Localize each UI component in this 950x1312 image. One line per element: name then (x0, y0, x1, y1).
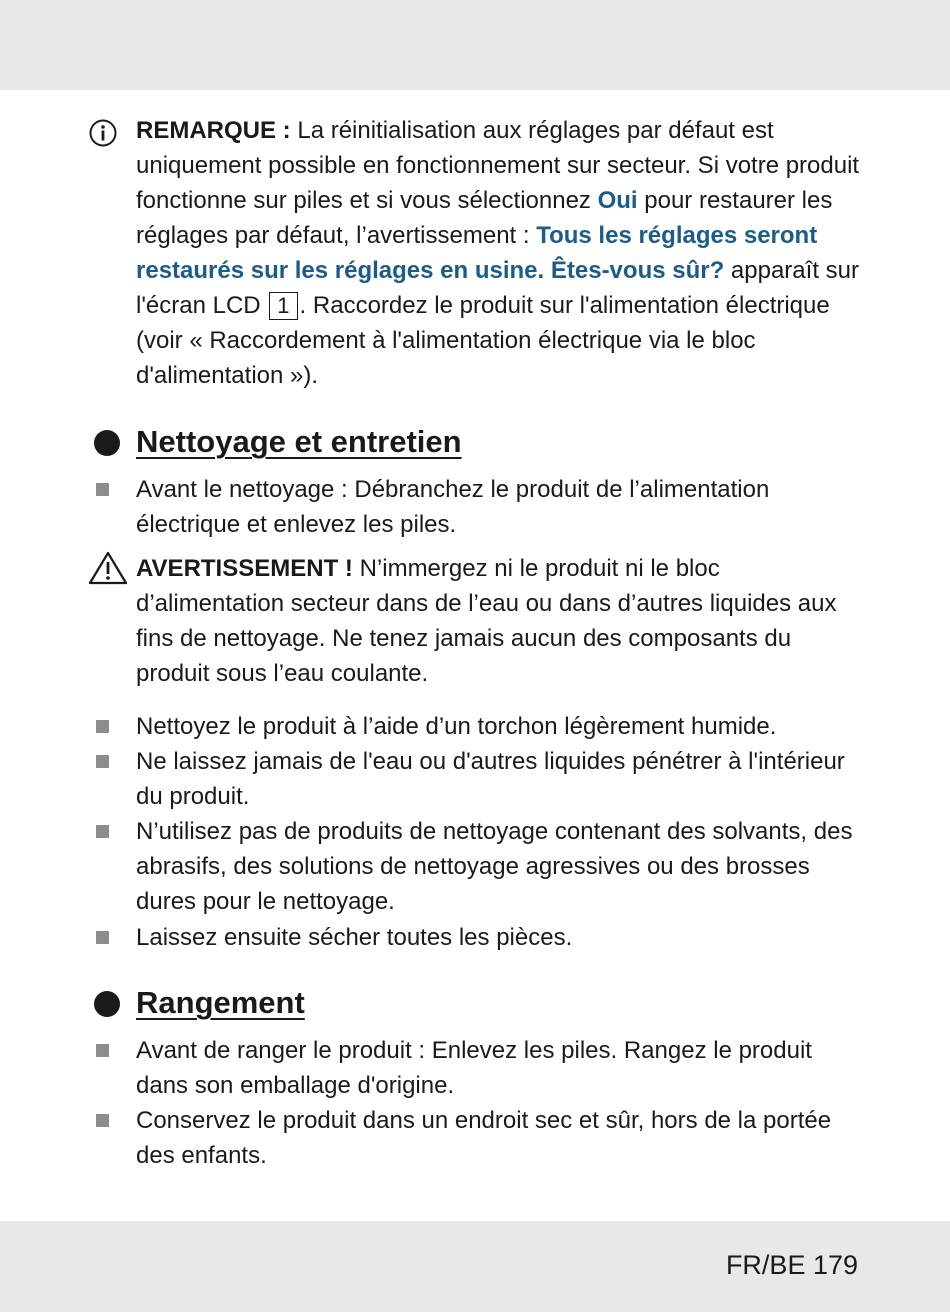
warning-label: AVERTISSEMENT ! (136, 555, 353, 582)
option-oui: Oui (597, 187, 638, 214)
note-text-1: La réinitialisation aux réglages par défaut est uniquement possible en fonctionnement sur secteur. Si votre produit fonctionne sur piles et si vous sélectionnez (136, 117, 860, 214)
section-bullet-icon (94, 430, 120, 456)
square-bullet-icon (96, 483, 109, 496)
top-band (0, 0, 950, 90)
square-bullet-icon (96, 755, 109, 768)
section-title-rangement: Rangement (136, 985, 305, 1020)
note-text-2: pour restaurer les réglages par défaut, l’avertissement : (136, 187, 833, 249)
lcd-reference: 1 (269, 292, 297, 320)
list-item (136, 1103, 866, 1173)
page-number: FR/BE 179 (725, 1250, 858, 1280)
list-item (136, 472, 866, 542)
list-item (136, 1033, 866, 1103)
list-item (136, 709, 866, 744)
list-item-text: Ne laissez jamais de l'eau ou d'autres liquides pénétrer à l'intérieur du produit. (136, 748, 845, 810)
list-item-text: Avant de ranger le produit : Enlevez les piles. Rangez le produit dans son emballage d'origine. (136, 1037, 812, 1099)
square-bullet-icon (96, 931, 109, 944)
note-label: REMARQUE : (136, 117, 291, 144)
list-item-text: Conservez le produit dans un endroit sec et sûr, hors de la portée des enfants. (136, 1107, 832, 1169)
list-item (136, 744, 866, 814)
square-bullet-icon (96, 1044, 109, 1057)
section-title-nettoyage: Nettoyage et entretien (136, 424, 462, 459)
section-bullet-icon (94, 991, 120, 1017)
note-text-3: apparaît sur l'écran LCD (136, 257, 859, 319)
list-item-text: Avant le nettoyage : Débranchez le produit de l’alimentation électrique et enlevez les piles. (136, 476, 770, 538)
list-item-text: Nettoyez le produit à l’aide d’un torchon légèrement humide. (136, 713, 777, 740)
warning-message: Tous les réglages seront restaurés sur les réglages en usine. Êtes-vous sûr? (136, 222, 818, 284)
note-text-4: . Raccordez le produit sur l'alimentation électrique (voir « Raccordement à l'alimentation électrique via le bloc d'alimentation »). (136, 292, 830, 389)
square-bullet-icon (96, 825, 109, 838)
warning-triangle-icon (88, 551, 128, 585)
note-paragraph (136, 113, 866, 393)
list-item-text: Laissez ensuite sécher toutes les pièces. (136, 924, 573, 951)
warning-text: N’immergez ni le produit ni le bloc d’alimentation secteur dans de l’eau ou dans d’autres liquides aux fins de nettoyage. Ne tenez jamais aucun des composants du produit sous l’eau coulante. (136, 555, 837, 687)
list-item (136, 814, 866, 919)
warning-paragraph (136, 551, 866, 691)
info-icon (88, 118, 118, 148)
square-bullet-icon (96, 720, 109, 733)
square-bullet-icon (96, 1114, 109, 1127)
list-item-text: N’utilisez pas de produits de nettoyage contenant des solvants, des abrasifs, des solutions de nettoyage agressives ou des brosses dures pour le nettoyage. (136, 818, 853, 915)
list-item (136, 920, 866, 955)
